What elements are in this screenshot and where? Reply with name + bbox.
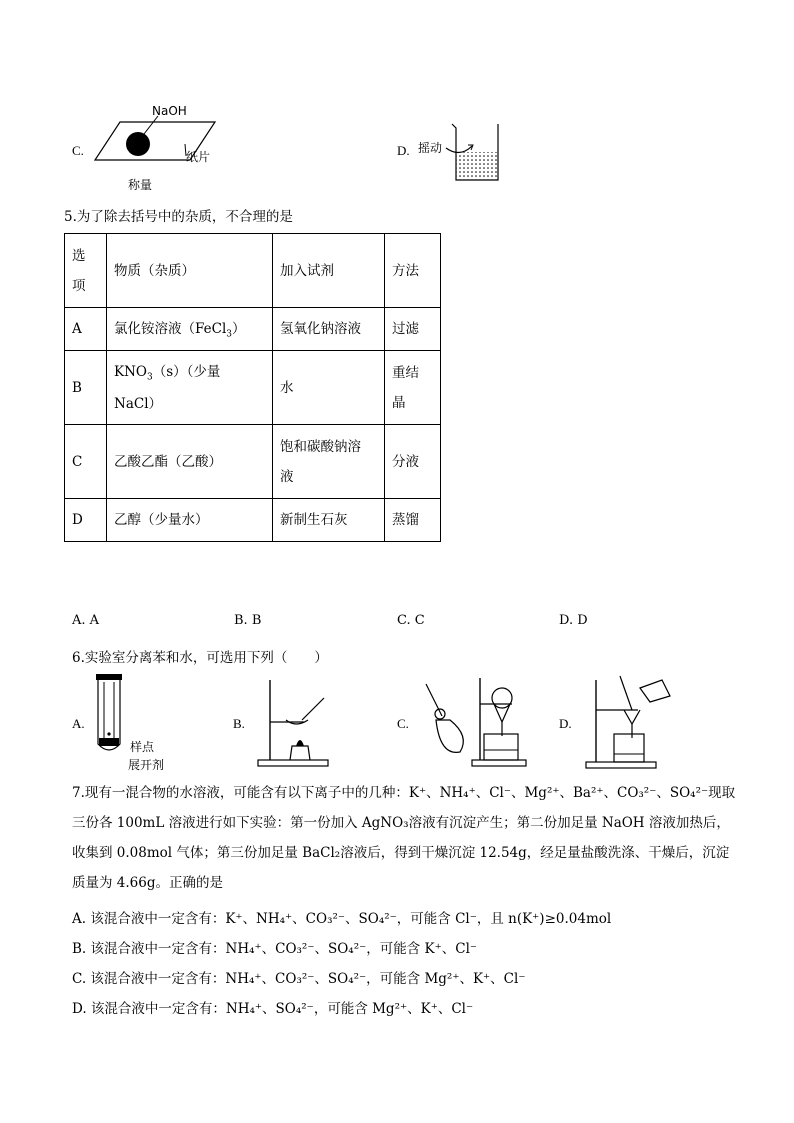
hand-icon [435,709,445,719]
sample-spot-label: 样点 [130,740,155,754]
q7-option-a[interactable]: A. 该混合液中一定含有：K⁺、NH₄⁺、CO₃²⁻、SO₄²⁻，可能含 Cl⁻，且 n(K⁺)≥0.04mol [72,911,612,927]
beaker [614,734,644,762]
separatory-funnel-figure [420,672,530,772]
glass-rod [620,676,632,710]
answer-option-c[interactable]: C. C [397,613,425,628]
q5-table [64,233,441,542]
q4-option-d-label[interactable]: D. [397,143,410,158]
answer-option-a[interactable]: A. A [72,613,100,628]
flame [296,740,304,746]
q6-option-d-label[interactable]: D. [559,716,572,731]
beaker-liquid [456,152,498,180]
header-reagent-cell: 加入试剂 [273,234,385,308]
pouring-beaker [640,680,670,702]
q7-options [72,904,752,1024]
weighing-caption: 称量 [128,178,153,192]
paper-label: 纸片 [186,150,211,164]
table-header-row [65,234,441,308]
header-substance-cell: 物质（杂质） [107,234,273,308]
q6-option-c-label[interactable]: C. [397,716,409,731]
header-method-cell: 方法 [385,234,441,308]
filter-funnel [624,710,640,724]
handheld-funnel [436,720,463,752]
q5-stem: 5.为了除去括号中的杂质，不合理的是 [64,209,293,225]
chromatography-tube-figure [92,672,132,762]
stand-base [258,760,328,766]
filtration-setup-figure [580,670,675,774]
q4-option-c-label[interactable]: C. [72,143,84,158]
header-option-cell: 选 项 [65,234,107,308]
q6-option-a-label[interactable]: A. [72,716,85,731]
naoh-label: NaOH [152,104,187,118]
alcohol-lamp [290,746,310,760]
q7-option-d[interactable]: D. 该混合液中一定含有：NH₄⁺、SO₄²⁻，可能含 Mg²⁺、K⁺、Cl⁻ [72,1001,474,1017]
table-row: B $KNO_3(s)$（少量 NaCl） 水 重结 晶 [65,351,441,425]
q7-option-c[interactable]: C. 该混合液中一定含有：NH₄⁺、CO₃²⁻、SO₄²⁻，可能含 Mg²⁺、K⁺、Cl⁻ [72,971,526,987]
shaking-beaker-figure [438,118,508,188]
beaker [484,734,518,760]
shake-label: 摇动 [418,141,443,155]
table-row: A 氯化铵溶液（FeCl$_3$） 氢氧化钠溶液 过滤 [65,308,441,351]
tube-stopper [96,674,122,680]
solvent-level [99,738,119,746]
table-row: D 乙醇（少量水） 新制生石灰 蒸馏 [65,499,441,542]
evaporation-setup-figure [252,676,337,771]
q7-option-b[interactable]: B. 该混合液中一定含有：NH₄⁺、CO₃²⁻、SO₄²⁻，可能含 K⁺、Cl⁻ [72,941,478,957]
sample-spot [107,732,110,735]
q6-stem: 6.实验室分离苯和水，可选用下列（ ） [72,650,328,666]
q6-option-b-label[interactable]: B. [233,716,245,731]
glass-rod [302,698,324,720]
shake-arrow [446,146,472,153]
q7-stem: 7.现有一混合物的水溶液，可能含有以下离子中的几种：K⁺、NH₄⁺、Cl⁻、Mg²⁺、Ba²⁺、CO₃²⁻、SO₄²⁻现取 三份各 100mL 溶液进行如下实验：第一份加入 AgNO₃溶液有沉淀产生；第二份加足量 NaOH 溶液加热后， 收集到 0.08mol 气体；第三份加足量 BaCl₂溶液后，得到干燥沉淀 12.54g，经足量盐酸洗涤、干燥后，沉淀 质量为 4.66g。正确的是 [72,785,736,891]
table-row: C 乙酸乙酯（乙酸） 饱和碳酸钠溶 液 分液 [65,425,441,499]
developing-solvent-label: 展开剂 [128,758,165,772]
answer-option-b[interactable]: B. B [234,613,262,628]
naoh-pellet [126,132,150,156]
answer-option-d[interactable]: D. D [559,613,588,628]
